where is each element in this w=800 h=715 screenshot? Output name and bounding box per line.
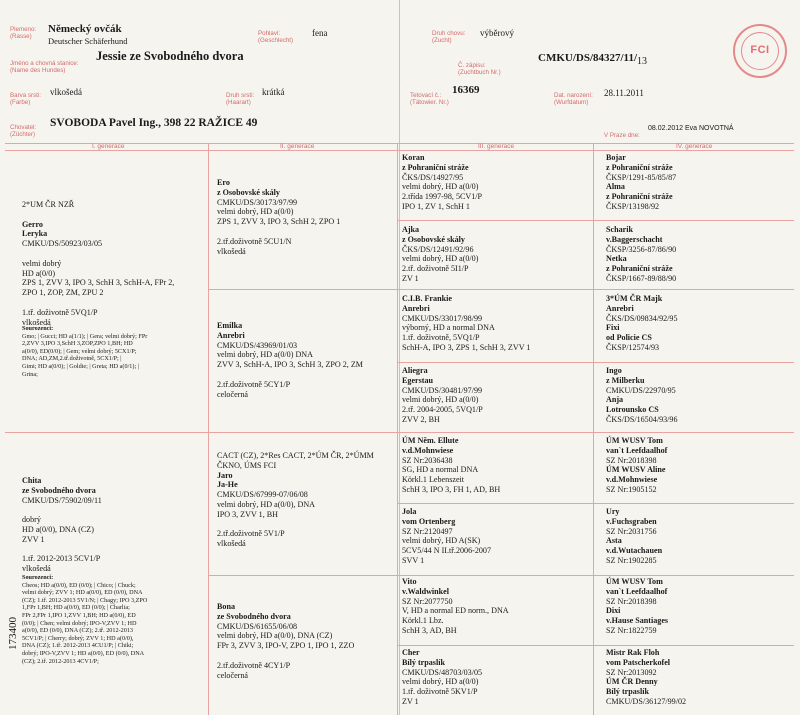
entry-line: 1.tř. 2012-2013 5CV1/P xyxy=(22,554,101,564)
serial-number: 173400 xyxy=(7,617,19,650)
col-divider-1 xyxy=(208,143,209,715)
entry-line: SZ Nr:1905152 xyxy=(606,484,657,494)
entry-line: ČKSP/13198/92 xyxy=(606,201,660,211)
dam-siblings-title: Sourozenci: xyxy=(22,574,54,581)
entry-line: Bílý trpaslík xyxy=(402,657,445,667)
entry-line: ÚM WUSV Aline xyxy=(606,465,666,475)
entry-line: ČKSP/1667-89/88/90 xyxy=(606,273,677,283)
breed-label: Plemeno: (Rasse) xyxy=(10,26,37,41)
entry-line: SchH 3, AD, BH xyxy=(402,625,457,635)
entry-line: velmi dobrý, HD a(0/0) xyxy=(402,182,479,192)
entry-line: SG, HD a normal DNA xyxy=(402,465,479,475)
name-label: Jméno a chovná stanice: (Name des Hundes) xyxy=(10,60,79,75)
entry-line: z Pohraniční stráže xyxy=(402,162,469,172)
entry-line: v.Fuchsgraben xyxy=(606,516,657,526)
entry-line: van`t Leefdaalhof xyxy=(606,445,668,455)
entry-line: velmi dobrý, HD a(0/0), DNA (CZ) xyxy=(217,631,333,641)
entry-line: CMKU/DS/67999-07/06/08 xyxy=(217,490,308,500)
entry-line xyxy=(217,520,374,530)
g3-entry-2 xyxy=(402,225,478,284)
entry-line: ČKS/DS/12491/92/96 xyxy=(402,244,474,254)
entry-line xyxy=(217,227,340,237)
entry-line: ČKNO, ÚMS FCI xyxy=(217,460,277,470)
entry-line: velmi dobrý, HD a(0/0), DNA xyxy=(217,499,316,509)
sire-entry xyxy=(22,200,174,327)
entry-line: Anja xyxy=(606,395,624,405)
entry-line: ÚM ČR Denny xyxy=(606,677,658,687)
coat-value: krátká xyxy=(262,87,285,97)
entry-line: 5CV5/44 N II.tř.2006-2007 xyxy=(402,546,492,556)
studbook-value: CMKU/DS/84327/11/13 xyxy=(538,52,648,67)
sire-dam-divider xyxy=(5,432,794,433)
entry-line: ZV 1 xyxy=(402,273,419,283)
entry-line: velmi dobrý, HD a(0/0) DNA xyxy=(217,350,313,360)
entry-line: 2*UM ČR NZŘ xyxy=(22,200,75,209)
entry-line: (CZ); 2.tř. 2012-2013 4CV1/P; xyxy=(22,657,99,665)
entry-line: Bojar xyxy=(606,153,626,162)
coat-label: Druh srsti: (Haarart) xyxy=(226,92,255,107)
entry-line: 2.tř.doživotně 5CU1/N xyxy=(217,236,292,246)
dam-dam-entry xyxy=(217,602,354,680)
entry-line: ČKSP/12574/93 xyxy=(606,342,660,352)
entry-line: Gimi; HD a(0/0); | Goldie; | Greta; HD a(0/1); | xyxy=(22,362,139,370)
entry-line: Mistr Rak Floh xyxy=(606,648,660,657)
g3-divider-1 xyxy=(397,220,794,221)
entry-line: vlkošedá xyxy=(217,246,246,256)
entry-line: ZPS 1, ZVV 3, IPO 3, SchH 3, SchH-A, FPr 2, xyxy=(22,278,175,288)
sire-dam-entry xyxy=(217,321,363,399)
birth-date-label: Dat. narození: (Wurfdatum) xyxy=(554,92,593,107)
entry-line: 5CV1/P; | Cherry; dobrý; ZVV 1; HD a(0/0), xyxy=(22,634,134,642)
entry-line: Gmo; | Gucci; HD a(1/1); | Gera; velmi dobrý; FPr xyxy=(22,332,148,340)
entry-line: ze Svobodného dvora xyxy=(22,485,96,495)
entry-line: Grina; xyxy=(22,370,38,378)
entry-line: Koran xyxy=(402,153,425,162)
entry-line: ČKS/DS/14927/95 xyxy=(402,172,464,182)
entry-line: velmi dobrý; ZVV 1; HD a(0/0), ED (0/0), DNA xyxy=(22,589,143,597)
entry-line: Ury xyxy=(606,507,620,516)
dam-entry xyxy=(22,476,102,574)
entry-line: Ajka xyxy=(402,225,420,234)
entry-line: Aliegra xyxy=(402,366,428,375)
entry-line: IPO 1, ZV 1, SchH 1 xyxy=(402,201,470,211)
entry-line: Bona xyxy=(217,602,235,611)
g2-divider-1 xyxy=(208,289,794,290)
g4-entry-3 xyxy=(606,294,678,353)
entry-line: ZVV 2, BH xyxy=(402,414,440,424)
entry-line: CMKU/DS/75902/09/11 xyxy=(22,495,102,505)
entry-line: CACT (CZ), 2*Res CACT, 2*ÚM ČR, 2*ÚMM xyxy=(217,451,374,460)
entry-line: ZPO 1, ZOP, ZM, ZPU 2 xyxy=(22,288,104,298)
entry-line: 2.tř.doživotně 4CY1/P xyxy=(217,660,291,670)
studbook-label: Č. zápisu: (Zuchtbuch Nr.) xyxy=(458,62,501,77)
entry-line: CMKU/DS/61655/06/08 xyxy=(217,621,298,631)
issued-value: 08.02.2012 Eva NOVOTNÁ xyxy=(648,125,734,132)
g3-divider-2 xyxy=(397,362,794,363)
sex-label: Pohlaví: (Geschlecht) xyxy=(258,30,294,45)
sire-sire-entry xyxy=(217,178,340,256)
entry-line: dobrý xyxy=(22,515,41,525)
col-divider-2 xyxy=(397,143,398,715)
issued-label: V Praze dne: xyxy=(604,132,640,139)
generation-header-line xyxy=(5,150,794,151)
entry-line: (0/0); | Chen; velmi dobrý; IPO-V,ZVV 1; HD xyxy=(22,619,137,627)
entry-line: 2.tř.doživotně 5CY1/P xyxy=(217,379,291,389)
entry-line: Lotrounsko CS xyxy=(606,405,659,415)
entry-line: CMKU/DS/48703/03/05 xyxy=(402,667,483,677)
entry-line: 2.tř.doživotně 5V1/P xyxy=(217,529,285,539)
breeding-type-value: výběrový xyxy=(480,28,514,38)
entry-line: velmi dobrý, HD A(SK) xyxy=(402,536,481,546)
entry-line: van`t Leefdaalhof xyxy=(606,586,668,596)
entry-line xyxy=(22,545,102,555)
entry-line: Ingo xyxy=(606,366,622,375)
entry-line: C.I.B. Frankie xyxy=(402,294,452,303)
dam-sire-entry xyxy=(217,451,374,549)
entry-line: CMKU/DS/36127/99/02 xyxy=(606,696,687,706)
breed-value-de: Deutscher Schäferhund xyxy=(48,36,128,46)
entry-line: Asta xyxy=(606,536,622,546)
entry-line: 2.tř. doživotně 5I1/P xyxy=(402,264,469,274)
entry-line: z Osobovské skály xyxy=(217,187,280,197)
entry-line: SZ Nr:2018398 xyxy=(606,596,657,606)
g4-entry-2 xyxy=(606,225,676,284)
entry-line: Jaro xyxy=(217,470,233,480)
entry-line: ÚM WUSV Tom xyxy=(606,436,663,445)
entry-line: z Milberku xyxy=(606,375,645,385)
entry-line: ČKSP/1291-85/85/87 xyxy=(606,172,677,182)
generation-3-header: III. generace xyxy=(478,143,515,150)
entry-line: Alma xyxy=(606,182,625,192)
entry-line: ZV 1 xyxy=(402,696,419,706)
entry-line: 3*ÚM ČR Majk xyxy=(606,294,663,303)
entry-line: SZ Nr:2036438 xyxy=(402,455,453,465)
entry-line: Gerro xyxy=(22,219,43,229)
entry-line: SZ Nr:2120497 xyxy=(402,526,453,536)
g3-divider-4 xyxy=(397,645,794,646)
fci-logo-text: FCI xyxy=(750,44,770,56)
entry-line: velmi dobrý, HD a(0/0) xyxy=(217,207,294,217)
g4-entry-7 xyxy=(606,577,668,636)
birth-date-value: 28.11.2011 xyxy=(604,88,644,98)
g3-entry-5 xyxy=(402,436,500,495)
entry-line: 1,FPr 1,BH; HD a(0/0), ED (0/0); | Charlia; xyxy=(22,604,130,612)
entry-line: ze Svobodného dvora xyxy=(217,611,291,621)
g3-entry-8 xyxy=(402,648,482,707)
breeder-label: Chovatel: (Züchter) xyxy=(10,124,37,139)
entry-line: vom Patscherkofel xyxy=(606,657,671,667)
entry-line: v.Baggerschacht xyxy=(606,234,663,244)
entry-line: Anrebri xyxy=(217,330,245,340)
entry-line: CMKU/DS/30173/97/99 xyxy=(217,197,298,207)
entry-line: DNA (CZ); 1.tř. 2012-2013 4CU1/P; | Chiki; xyxy=(22,642,134,650)
entry-line: SZ Nr:1822759 xyxy=(606,625,657,635)
g2-divider-2 xyxy=(208,575,794,576)
entry-line: vlkošedá xyxy=(22,564,51,574)
entry-line: v.Hause Santiages xyxy=(606,616,669,626)
entry-line: Fixi xyxy=(606,323,620,333)
generation-4-header: IV. generace xyxy=(676,143,713,150)
entry-line: 2.třída 1997-98, 5CV1/P xyxy=(402,192,483,202)
entry-line: z Pohraniční stráže xyxy=(606,264,673,274)
entry-line: z Osobovské skály xyxy=(402,234,465,244)
entry-line: 1.tř. doživotně 5VQ1/P xyxy=(22,307,98,317)
sire-siblings-list xyxy=(22,333,147,379)
entry-line: od Policie CS xyxy=(606,333,652,343)
entry-line: Dixi xyxy=(606,606,621,616)
entry-line xyxy=(22,505,102,515)
entry-line: dobrý; IPO-V,ZVV 1; HD a(0/0), ED (0/0), DNA xyxy=(22,649,145,657)
entry-line: výborný, HD a normal DNA xyxy=(402,323,495,333)
breeding-type-label: Druh chovu: (Zucht) xyxy=(432,30,466,45)
breeder-value: SVOBODA Pavel Ing., 398 22 RAŽICE 49 xyxy=(50,117,258,129)
entry-line: HD a(0/0), DNA (CZ) xyxy=(22,524,94,534)
col-divider-3 xyxy=(593,143,594,715)
entry-line: Anrebri xyxy=(606,303,634,313)
g4-entry-8 xyxy=(606,648,686,707)
entry-line: HD a(0/0) xyxy=(22,268,56,278)
entry-line: Körkl.1 Lbz. xyxy=(402,616,444,626)
g4-entry-1 xyxy=(606,153,676,212)
tattoo-label: Tetovací č.: (Tätowier. Nr.) xyxy=(410,92,449,107)
entry-line: v.d.Mohnwiese xyxy=(402,445,454,455)
entry-line: Cher xyxy=(402,648,420,657)
entry-line: CMKU/DS/43969/01/03 xyxy=(217,340,298,350)
color-label: Barva srsti: (Farbe) xyxy=(10,92,41,107)
entry-line: velmi dobrý, HD a(0/0) xyxy=(402,677,479,687)
entry-line xyxy=(217,651,354,661)
entry-line: velmi dobrý, HD a(0/0) xyxy=(402,395,479,405)
g3-entry-7 xyxy=(402,577,509,636)
entry-line: 1.tř. doživotně 5KV1/P xyxy=(402,687,478,697)
g4-entry-4 xyxy=(606,366,678,425)
entry-line: (CZ); 1.tř. 2012-2013 5V1/N; | Chagy; IPO 3,ZPO xyxy=(22,596,148,604)
entry-line xyxy=(22,249,174,259)
entry-line xyxy=(217,370,363,380)
entry-line: Netka xyxy=(606,254,627,264)
entry-line xyxy=(22,210,174,220)
entry-line: CMKU/DS/50923/03/05 xyxy=(22,239,103,249)
entry-line: DNA; AD,ZM,2.tř.doživotně, 5CX1/P; | xyxy=(22,355,122,363)
entry-line: v.d.Mohnwiese xyxy=(606,475,658,485)
g3-divider-3 xyxy=(397,503,794,504)
entry-line: Bílý trpaslík xyxy=(606,687,649,697)
breed-value: Německý ovčák xyxy=(48,23,122,35)
dam-siblings xyxy=(22,574,147,665)
entry-line: SZ Nr:1902285 xyxy=(606,555,657,565)
entry-line: CMKU/DS/30481/97/99 xyxy=(402,385,483,395)
entry-line: ZVV 1 xyxy=(22,534,45,544)
entry-line: vom Ortenberg xyxy=(402,516,456,526)
entry-line: SZ Nr:2031756 xyxy=(606,526,657,536)
entry-line: IPO 3, ZVV 1, BH xyxy=(217,509,279,519)
entry-line: Chita xyxy=(22,476,42,485)
tattoo-value: 16369 xyxy=(452,84,480,96)
entry-line: velmi dobrý xyxy=(22,258,62,268)
entry-line: CMKU/DS/33017/98/99 xyxy=(402,313,483,323)
entry-line: Jola xyxy=(402,507,417,516)
entry-line: ÚM Něm. Ellute xyxy=(402,436,459,445)
entry-line: Egerstau xyxy=(402,375,434,385)
entry-line: SZ Nr:2013092 xyxy=(606,667,657,677)
entry-line: SZ Nr:2018398 xyxy=(606,455,657,465)
entry-line: 1.tř. doživotně, 5VQ1/P xyxy=(402,333,480,343)
entry-line: ZPS 1, ZVV 3, IPO 3, SchH 2, ZPO 1 xyxy=(217,217,341,227)
entry-line: velmi dobrý, HD a(0/0) xyxy=(402,254,479,264)
entry-line: z Pohraniční stráže xyxy=(606,192,673,202)
entry-line: Leryka xyxy=(22,229,48,239)
entry-line: 2,ZVV 3,IPO 3,SchH 3,ZOP,ZPO 1,BH; HD xyxy=(22,340,133,348)
entry-line: Vito xyxy=(402,577,417,586)
entry-line: v.Waldwinkel xyxy=(402,586,450,596)
entry-line: vlkošedá xyxy=(217,539,246,549)
entry-line: a(0/0), ED (0/0), DNA (CZ); 2.tř. 2012-2013 xyxy=(22,627,134,635)
sire-siblings xyxy=(22,325,147,378)
g4-entry-5 xyxy=(606,436,667,495)
entry-line: SchH-A, IPO 3, ZPS 1, SchH 3, ZVV 1 xyxy=(402,342,531,352)
g3-entry-4 xyxy=(402,366,483,425)
entry-line: SVV 1 xyxy=(402,555,425,565)
sire-siblings-title: Sourozenci: xyxy=(22,325,54,332)
entry-line: v.d.Wutachauen xyxy=(606,546,663,556)
entry-line: FPr 3, ZVV 3, IPO-V, ZPO 1, IPO 1, ZZO xyxy=(217,641,355,651)
color-value: vlkošedá xyxy=(50,87,82,97)
dog-name: Jessie ze Svobodného dvora xyxy=(96,49,244,63)
g3-entry-3 xyxy=(402,294,530,353)
g4-entry-6 xyxy=(606,507,662,566)
entry-line: ČKS/DS/09834/92/95 xyxy=(606,313,678,323)
entry-line: CMKU/DS/22970/95 xyxy=(606,385,676,395)
entry-line: ČKSP/3256-87/86/90 xyxy=(606,244,677,254)
entry-line: ZVV 3, SchH-A, IPO 3, SchH 3, ZPO 2, ZM xyxy=(217,360,363,370)
entry-line: Körkl.1 Lebenszeit xyxy=(402,475,465,485)
entry-line: Anrebri xyxy=(402,303,430,313)
sex-value: fena xyxy=(312,28,328,38)
entry-line: ČKS/DS/16504/93/96 xyxy=(606,414,678,424)
generation-1-header: I. generace xyxy=(92,143,125,150)
entry-line: a(0/0), ED(0/0); | Gem; velmi dobrý; 5CX1/P; xyxy=(22,347,137,355)
g3-entry-1 xyxy=(402,153,482,212)
entry-line: z Pohraniční stráže xyxy=(606,162,673,172)
entry-line: ÚM WUSV Tom xyxy=(606,577,663,586)
entry-line: SchH 3, IPO 3, FH 1, AD, BH xyxy=(402,484,501,494)
entry-line: celočerná xyxy=(217,670,248,680)
page-fold xyxy=(399,0,400,715)
entry-line: SZ Nr:2077750 xyxy=(402,596,453,606)
entry-line: Emilka xyxy=(217,321,243,330)
entry-line xyxy=(22,298,174,308)
entry-line: celočerná xyxy=(217,389,248,399)
entry-line: Scharik xyxy=(606,225,633,234)
entry-line: vlkošedá xyxy=(22,317,51,327)
entry-line: 2.tř. 2004-2005, 5VQ1/P xyxy=(402,405,483,415)
entry-line: Cheos; HD a(0/0), ED (0/0); | Chico; | Chuck; xyxy=(22,581,136,589)
entry-line: Ja-He xyxy=(217,480,238,490)
g3-entry-6 xyxy=(402,507,491,566)
entry-line: V, HD a normal ED norm., DNA xyxy=(402,606,509,616)
entry-line: Ero xyxy=(217,178,230,187)
generation-2-header: II. generace xyxy=(280,143,315,150)
dam-siblings-list xyxy=(22,582,147,666)
entry-line: FPr 2,FPr 1,IPO 1,ZVV 1,BH; HD a(0/0), ED xyxy=(22,611,136,619)
